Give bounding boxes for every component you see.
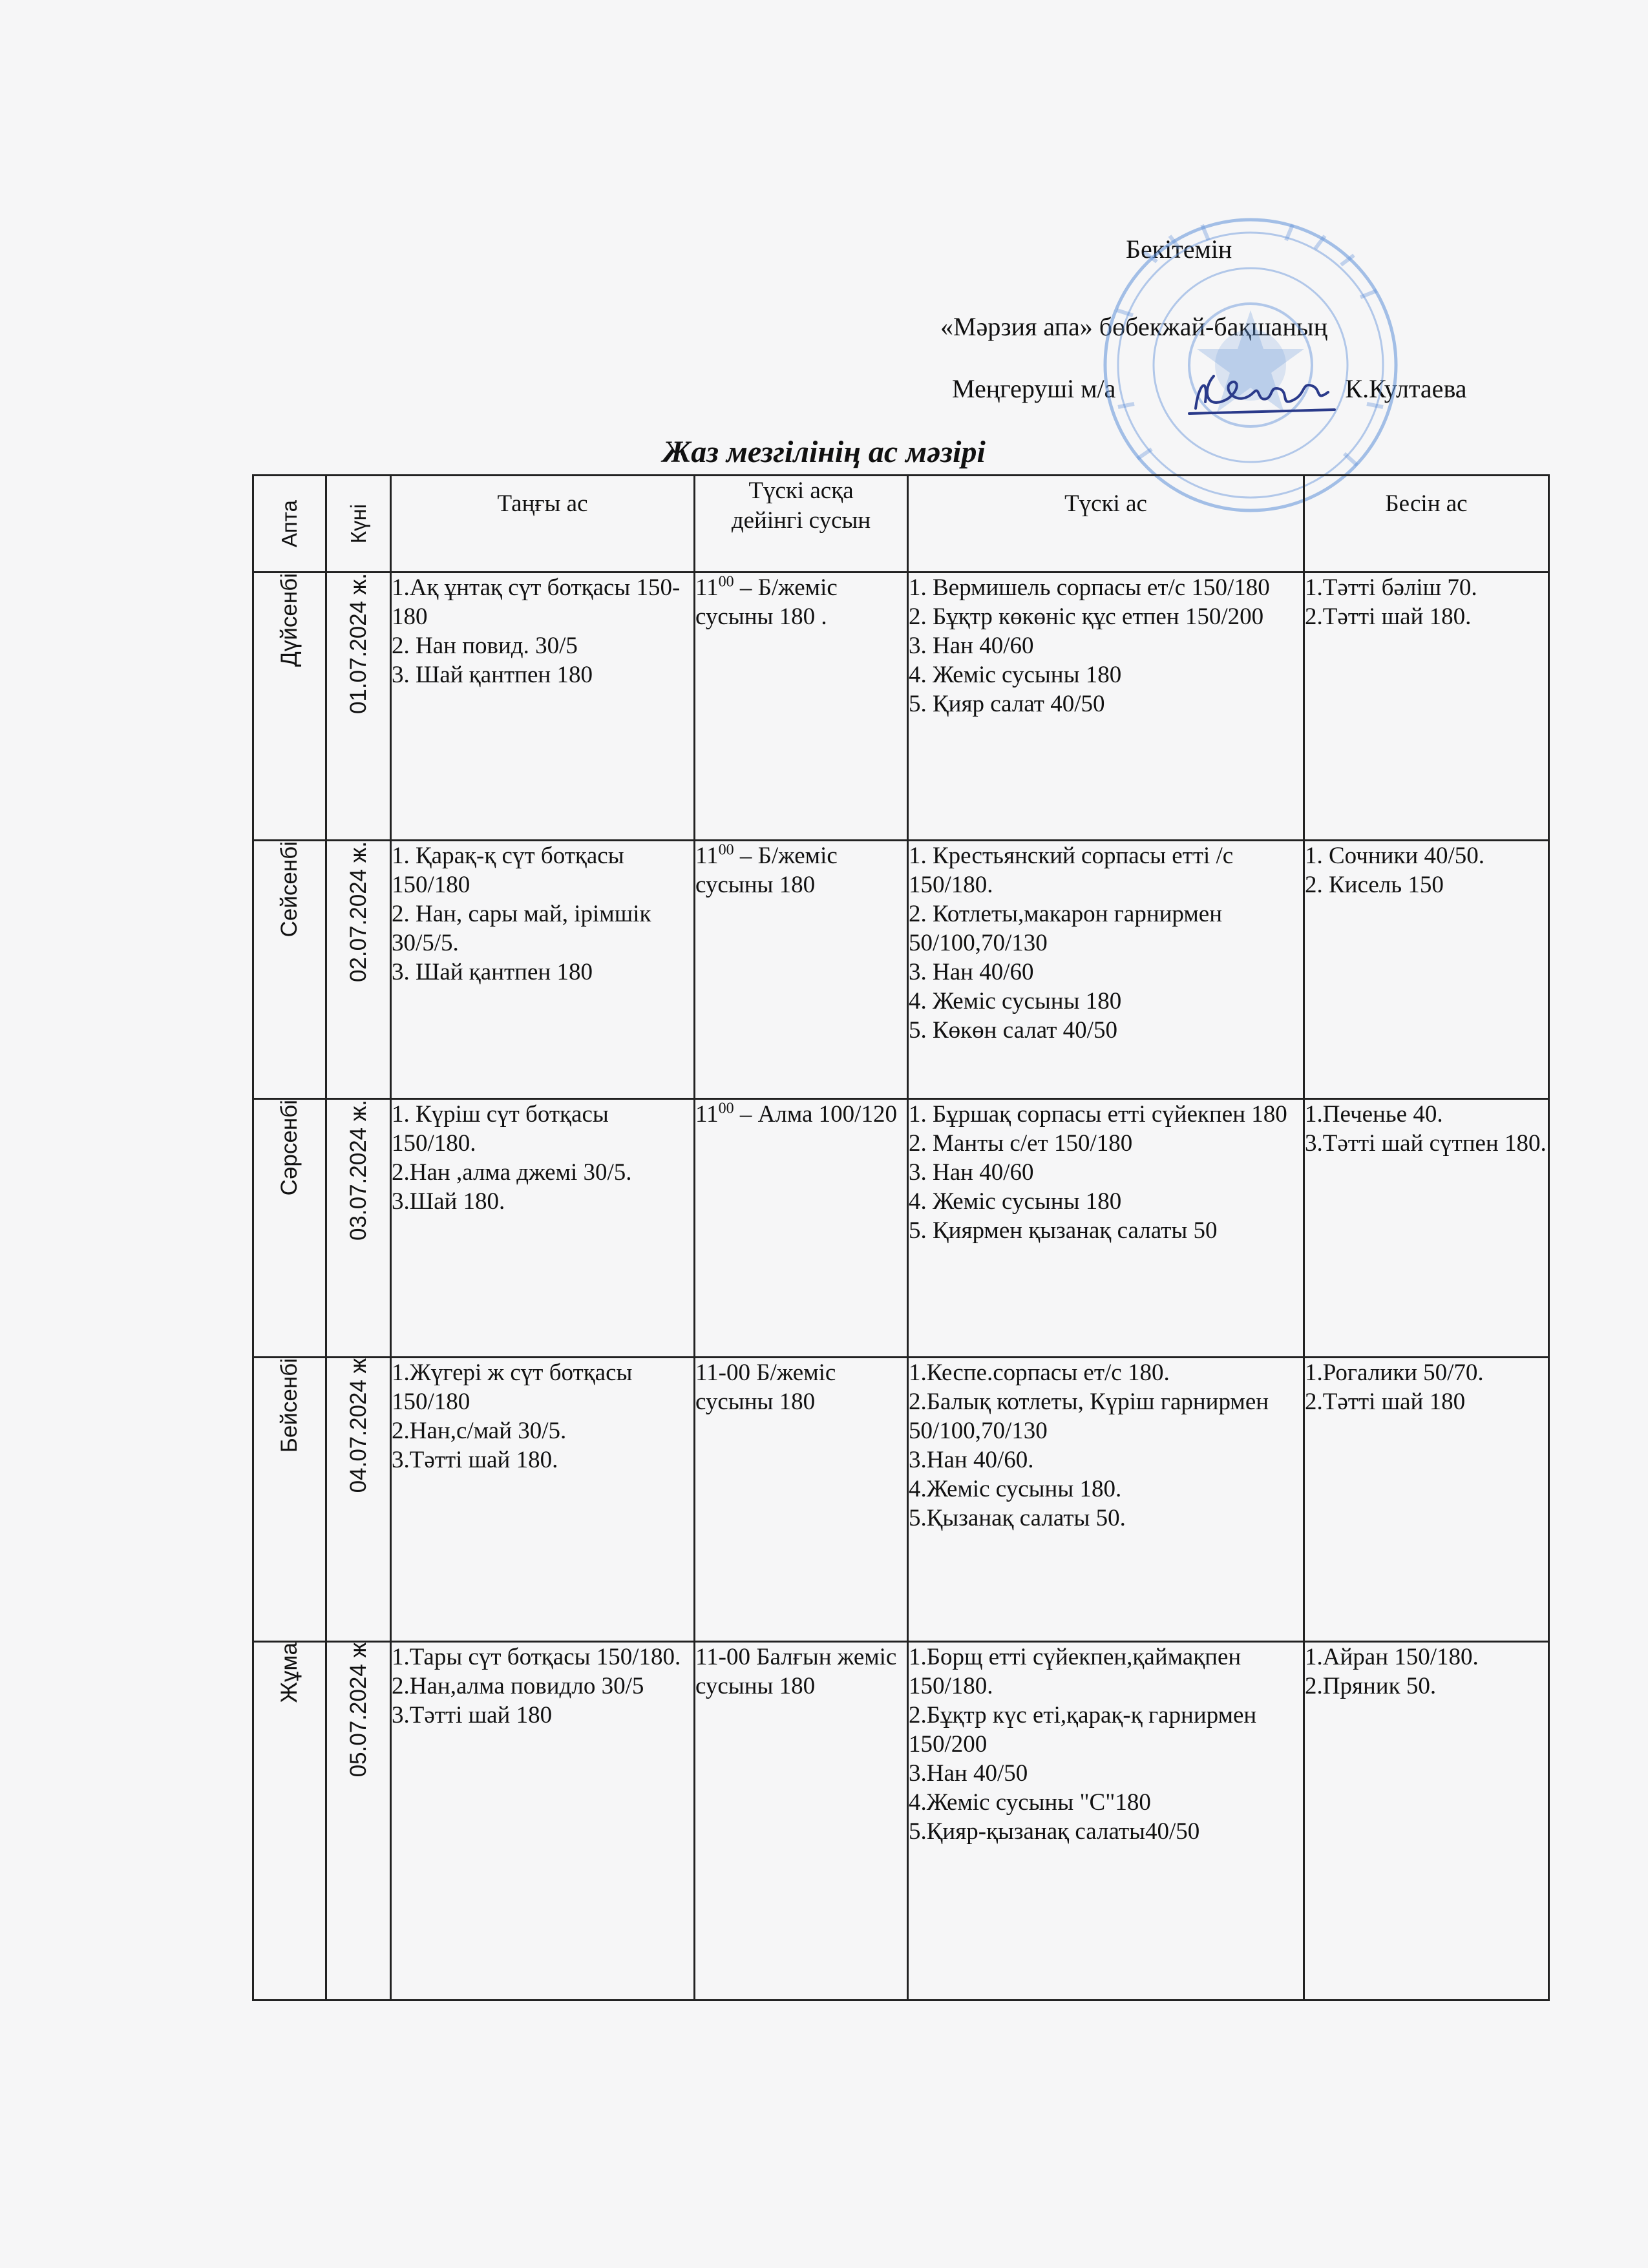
menu-table [252, 474, 1550, 2001]
menu-item: 1. Бұршақ сорпасы етті сүйекпен 180 [909, 1101, 1287, 1128]
weekday-cell: Жұма [253, 1642, 326, 2000]
lunch-cell [908, 841, 1304, 1099]
menu-item: 1. Сочники 40/50. [1305, 843, 1484, 869]
menu-item: 4.Жеміс сусыны "С"180 [909, 1789, 1151, 1816]
menu-item: 2. Нан, сары май, ірімшік 30/5/5. [392, 901, 651, 956]
menu-item: 2. Манты с/ет 150/180 [909, 1130, 1133, 1157]
menu-item: 5. Қиярмен қызанақ салаты 50 [909, 1217, 1218, 1244]
menu-item: 1.Ақ ұнтақ сүт ботқасы 150-180 [392, 574, 681, 630]
menu-item: 5.Қияр-қызанақ салаты40/50 [909, 1818, 1200, 1845]
menu-item: 5.Қызанақ салаты 50. [909, 1505, 1126, 1531]
menu-item: 2. Кисель 150 [1305, 872, 1444, 898]
menu-item: 3. Нан 40/60 [909, 959, 1034, 985]
pre-lunch-drink-cell [695, 572, 908, 841]
menu-item: 2.Нан,с/май 30/5. [392, 1418, 567, 1444]
lunch-cell [908, 572, 1304, 841]
weekday-cell: Дүйсенбі [253, 572, 326, 841]
table-row [253, 841, 1549, 1099]
table-row [253, 1099, 1549, 1358]
menu-item: 1.Жүгері ж сүт ботқасы 150/180 [392, 1360, 633, 1415]
snack-description: – Б/жеміс сусыны 180 [695, 843, 838, 898]
menu-item: 2.Бұқтр күс еті,қарақ-қ гарнирмен 150/200 [909, 1702, 1257, 1758]
menu-item: 4.Жеміс сусыны 180. [909, 1476, 1122, 1502]
lunch-cell [908, 1642, 1304, 2000]
menu-item: 3.Тәтті шай 180 [392, 1702, 553, 1728]
snack-description: 11-00 Балғын жеміс сусыны 180 [695, 1644, 897, 1699]
menu-item: 2.Тәтті шай 180 [1305, 1389, 1466, 1415]
snack-description: 11-00 Б/жеміс сусыны 180 [695, 1360, 836, 1415]
approval-line-2: «Мәрзия апа» бөбекжай-бақшаның [940, 312, 1328, 341]
menu-item: 1.Рогалики 50/70. [1305, 1360, 1484, 1386]
afternoon-snack-cell [1304, 572, 1549, 841]
table-row [253, 1642, 1549, 2000]
afternoon-snack-cell [1304, 1099, 1549, 1358]
snack-description: – Б/жеміс сусыны 180 . [695, 574, 838, 630]
menu-item: 1.Тары сүт ботқасы 150/180. [392, 1644, 681, 1670]
menu-item: 5. Қияр салат 40/50 [909, 691, 1105, 717]
menu-item: 1. Крестьянский сорпасы етті /с 150/180. [909, 843, 1234, 898]
menu-item: 1. Күріш сүт ботқасы 150/180. [392, 1101, 609, 1157]
date-cell: 02.07.2024 ж. [326, 841, 391, 1099]
snack-time-minutes: 00 [718, 841, 734, 859]
date-cell: 01.07.2024 ж. [326, 572, 391, 841]
menu-item: 3.Тәтті шай сүтпен 180. [1305, 1130, 1547, 1157]
menu-item: 1.Кеспе.сорпасы ет/с 180. [909, 1360, 1170, 1386]
menu-item: 2.Нан,алма повидло 30/5 [392, 1673, 644, 1699]
menu-title: Жаз мезгілінің ас мәзірі [662, 435, 986, 469]
snack-time-minutes: 00 [718, 1100, 734, 1117]
pre-lunch-drink-cell [695, 841, 908, 1099]
menu-item: 1.Тәтті бәліш 70. [1305, 574, 1477, 601]
menu-item: 2. Котлеты,макарон гарнирмен 50/100,70/130 [909, 901, 1223, 956]
breakfast-cell [391, 1099, 695, 1358]
menu-item: 5. Көкөн салат 40/50 [909, 1017, 1117, 1044]
menu-item: 4. Жеміс сусыны 180 [909, 1188, 1122, 1215]
menu-item: 3.Нан 40/50 [909, 1760, 1028, 1787]
pre-lunch-drink-cell [695, 1642, 908, 2000]
weekday-cell: Бейсенбі [253, 1358, 326, 1642]
weekday-cell: Сейсенбі [253, 841, 326, 1099]
date-cell: 03.07.2024 ж. [326, 1099, 391, 1358]
lunch-cell [908, 1358, 1304, 1642]
approval-position: Меңгеруші м/а [952, 374, 1116, 403]
menu-item: 3.Тәтті шай 180. [392, 1447, 558, 1473]
menu-item: 1. Вермишель сорпасы ет/с 150/180 [909, 574, 1270, 601]
menu-item: 2.Балық котлеты, Күріш гарнирмен 50/100,70/130 [909, 1389, 1269, 1444]
menu-item: 3. Нан 40/60 [909, 1159, 1034, 1186]
menu-item: 3. Нан 40/60 [909, 633, 1034, 659]
pre-lunch-drink-cell [695, 1099, 908, 1358]
header-breakfast: Таңғы ас [391, 476, 695, 572]
menu-item: 3.Шай 180. [392, 1188, 505, 1215]
afternoon-snack-cell [1304, 1642, 1549, 2000]
approval-name: К.Култаева [1345, 374, 1467, 403]
snack-time-hour: 11 [695, 1101, 719, 1128]
snack-time-hour: 11 [695, 574, 719, 601]
breakfast-cell [391, 841, 695, 1099]
menu-item: 1.Борщ етті сүйекпен,қаймақпен 150/180. [909, 1644, 1241, 1699]
snack-description: – Алма 100/120 [734, 1101, 897, 1128]
table-row [253, 1358, 1549, 1642]
menu-item: 2.Тәтті шай 180. [1305, 604, 1472, 630]
menu-item: 3. Шай қантпен 180 [392, 959, 593, 985]
menu-item: 1.Айран 150/180. [1305, 1644, 1479, 1670]
approval-line-1: Бекітемін [1126, 235, 1232, 264]
weekday-cell: Сәрсенбі [253, 1099, 326, 1358]
afternoon-snack-cell [1304, 841, 1549, 1099]
menu-item: 3. Шай қантпен 180 [392, 662, 593, 688]
menu-item: 2.Нан ,алма джемі 30/5. [392, 1159, 632, 1186]
table-header-row [253, 476, 1549, 572]
breakfast-cell [391, 572, 695, 841]
date-cell: 04.07.2024 ж [326, 1358, 391, 1642]
menu-item: 4. Жеміс сусыны 180 [909, 988, 1122, 1014]
header-day: Күні [326, 476, 391, 572]
signature-mark [1183, 363, 1341, 421]
menu-item: 4. Жеміс сусыны 180 [909, 662, 1122, 688]
snack-time-hour: 11 [695, 843, 719, 869]
header-lunch: Түскі ас [908, 476, 1304, 572]
breakfast-cell [391, 1642, 695, 2000]
header-pre-lunch-drink: Түскі асқа дейінгі сусын [695, 476, 908, 572]
date-cell: 05.07.2024 ж [326, 1642, 391, 2000]
menu-item: 1. Қарақ-қ сүт ботқасы 150/180 [392, 843, 624, 898]
table-row [253, 572, 1549, 841]
header-afternoon-snack: Бесін ас [1304, 476, 1549, 572]
lunch-cell [908, 1099, 1304, 1358]
menu-item: 2.Пряник 50. [1305, 1673, 1437, 1699]
menu-item: 2. Бұқтр көкөніс құс етпен 150/200 [909, 604, 1264, 630]
menu-item: 2. Нан повид. 30/5 [392, 633, 578, 659]
header-week: Апта [253, 476, 326, 572]
afternoon-snack-cell [1304, 1358, 1549, 1642]
breakfast-cell [391, 1358, 695, 1642]
menu-item: 1.Печенье 40. [1305, 1101, 1443, 1128]
menu-item: 3.Нан 40/60. [909, 1447, 1034, 1473]
pre-lunch-drink-cell [695, 1358, 908, 1642]
snack-time-minutes: 00 [718, 573, 734, 591]
